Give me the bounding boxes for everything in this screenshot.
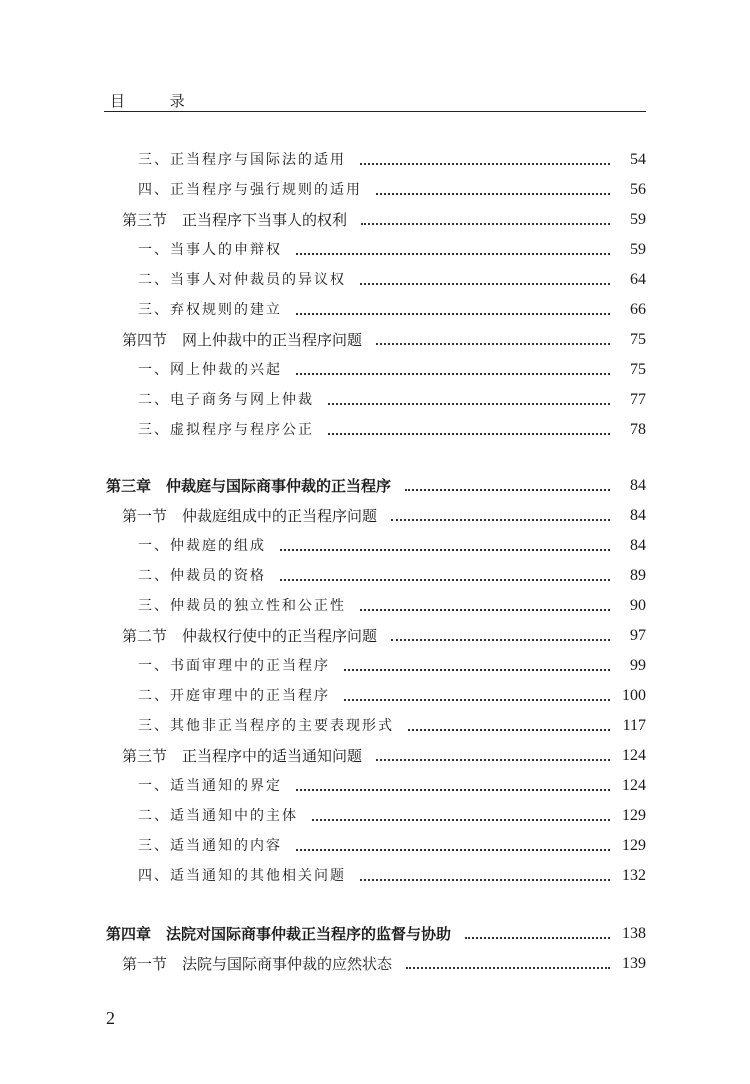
toc-entry-section xyxy=(0,740,750,766)
toc-entry-section xyxy=(0,324,750,350)
dot-leader xyxy=(376,759,610,761)
toc-entry-item xyxy=(0,144,750,170)
toc-entry-section xyxy=(0,620,750,646)
toc-entry-item xyxy=(0,414,750,440)
toc-entry-page: 84 xyxy=(630,537,646,554)
toc-entry-title: 三、正当程序与国际法的适用 xyxy=(138,152,346,168)
toc-entry-item xyxy=(0,530,750,556)
toc-entry-title: 一、网上仲裁的兴起 xyxy=(138,362,282,378)
dot-leader xyxy=(391,639,610,641)
toc-entry-page: 139 xyxy=(622,955,646,972)
dot-leader xyxy=(405,489,610,491)
toc-entry-item xyxy=(0,174,750,200)
toc-entry-page: 97 xyxy=(630,627,646,644)
toc-entry-page: 89 xyxy=(630,567,646,584)
toc-entry-title: 二、仲裁员的资格 xyxy=(138,568,266,584)
dot-leader xyxy=(360,163,610,165)
dot-leader xyxy=(406,967,610,969)
dot-leader xyxy=(376,193,610,195)
toc-entry-title: 第三章 仲裁庭与国际商事仲裁的正当程序 xyxy=(106,477,392,495)
toc-entry-title: 二、电子商务与网上仲裁 xyxy=(138,392,314,408)
toc-entry-item xyxy=(0,234,750,260)
dot-leader xyxy=(296,789,610,791)
dot-leader xyxy=(376,343,610,345)
toc-entry-item xyxy=(0,560,750,586)
toc-entry-title: 一、书面审理中的正当程序 xyxy=(138,658,330,674)
toc-entry-page: 84 xyxy=(630,507,646,524)
toc-entry-title: 一、当事人的申辩权 xyxy=(138,242,282,258)
toc-entry-page: 59 xyxy=(630,241,646,258)
dot-leader xyxy=(344,669,610,671)
toc-entry-title: 第二节 仲裁权行使中的正当程序问题 xyxy=(122,627,378,645)
toc-entry-page: 59 xyxy=(630,211,646,228)
toc-entry-item xyxy=(0,680,750,706)
toc-entry-page: 117 xyxy=(622,717,646,734)
toc-entry-item xyxy=(0,294,750,320)
toc-entry-item xyxy=(0,770,750,796)
toc-entry-item xyxy=(0,264,750,290)
toc-entry-page: 100 xyxy=(622,687,646,704)
toc-entry-title: 一、适当通知的界定 xyxy=(138,778,282,794)
toc-entry-chapter xyxy=(0,918,750,944)
toc-entry-page: 129 xyxy=(622,837,646,854)
dot-leader xyxy=(465,937,610,939)
toc-entry-page: 78 xyxy=(630,421,646,438)
toc-entry-page: 90 xyxy=(630,597,646,614)
dot-leader xyxy=(312,819,610,821)
toc-entry-page: 132 xyxy=(622,867,646,884)
page-number: 2 xyxy=(106,1008,115,1028)
toc-entry-title: 第四节 网上仲裁中的正当程序问题 xyxy=(122,331,363,349)
toc-entry-page: 75 xyxy=(630,361,646,378)
toc-entry-page: 75 xyxy=(630,331,646,348)
toc-entry-section xyxy=(0,948,750,974)
toc-entry-page: 64 xyxy=(630,271,646,288)
dot-leader xyxy=(296,313,610,315)
toc-entry-title: 一、仲裁庭的组成 xyxy=(138,538,266,554)
toc-entry-title: 三、仲裁员的独立性和公正性 xyxy=(138,598,346,614)
toc-entry-item xyxy=(0,710,750,736)
dot-leader xyxy=(296,849,610,851)
toc-entry-title: 二、适当通知中的主体 xyxy=(138,808,298,824)
toc-entry-title: 第一节 法院与国际商事仲裁的应然状态 xyxy=(122,955,393,973)
toc-entry-title: 三、适当通知的内容 xyxy=(138,838,282,854)
running-head: 目 录 xyxy=(110,92,205,110)
dot-leader xyxy=(280,579,610,581)
toc-entry-item xyxy=(0,800,750,826)
dot-leader xyxy=(344,699,610,701)
toc-entry-page: 124 xyxy=(622,777,646,794)
dot-leader xyxy=(328,403,610,405)
dot-leader xyxy=(360,609,610,611)
toc-entry-page: 124 xyxy=(622,747,646,764)
dot-leader xyxy=(360,283,610,285)
toc-entry-section xyxy=(0,204,750,230)
toc-entry-page: 56 xyxy=(630,181,646,198)
dot-leader xyxy=(328,433,610,435)
toc-entry-page: 84 xyxy=(630,477,646,494)
toc-entry-item xyxy=(0,860,750,886)
toc-entry-page: 138 xyxy=(622,925,646,942)
header-rule xyxy=(104,111,646,112)
dot-leader xyxy=(361,223,610,225)
dot-leader xyxy=(360,879,610,881)
toc-entry-chapter xyxy=(0,470,750,496)
toc-entry-page: 54 xyxy=(630,151,646,168)
toc-entry-item xyxy=(0,650,750,676)
toc-entry-title: 二、当事人对仲裁员的异议权 xyxy=(138,272,346,288)
toc-entry-title: 三、其他非正当程序的主要表现形式 xyxy=(138,718,394,734)
toc-entry-page: 77 xyxy=(630,391,646,408)
toc-entry-title: 第四章 法院对国际商事仲裁正当程序的监督与协助 xyxy=(106,925,452,943)
toc-entry-title: 第三节 正当程序下当事人的权利 xyxy=(122,211,348,229)
toc-entry-title: 第一节 仲裁庭组成中的正当程序问题 xyxy=(122,507,378,525)
toc-entry-title: 二、开庭审理中的正当程序 xyxy=(138,688,330,704)
toc-entry-title: 三、弃权规则的建立 xyxy=(138,302,282,318)
toc-entry-title: 四、正当程序与强行规则的适用 xyxy=(138,182,362,198)
toc-entry-title: 第三节 正当程序中的适当通知问题 xyxy=(122,747,363,765)
toc-entry-page: 129 xyxy=(622,807,646,824)
toc-entry-page: 99 xyxy=(630,657,646,674)
dot-leader xyxy=(391,519,610,521)
toc-entry-page: 66 xyxy=(630,301,646,318)
dot-leader xyxy=(296,373,610,375)
toc-entry-item xyxy=(0,384,750,410)
toc-entry-section xyxy=(0,500,750,526)
dot-leader xyxy=(408,729,610,731)
toc-entry-item xyxy=(0,590,750,616)
toc-entry-item xyxy=(0,830,750,856)
toc-entry-title: 三、虚拟程序与程序公正 xyxy=(138,422,314,438)
dot-leader xyxy=(296,253,610,255)
toc-entry-item xyxy=(0,354,750,380)
toc-entry-title: 四、适当通知的其他相关问题 xyxy=(138,868,346,884)
dot-leader xyxy=(280,549,610,551)
